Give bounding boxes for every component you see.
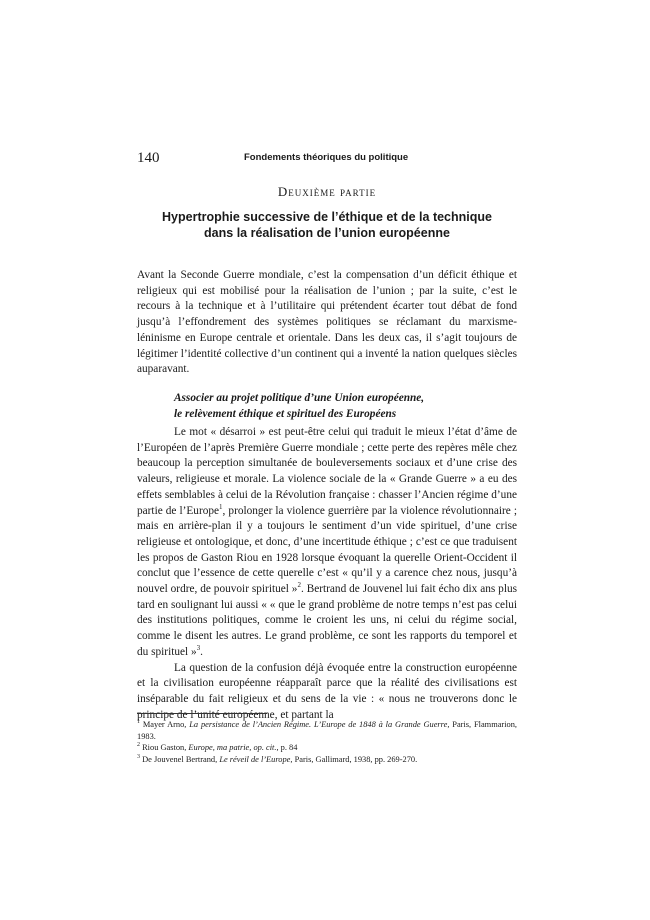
footnote-3-number: 3: [137, 753, 140, 760]
footnote-2: [137, 742, 517, 754]
intro-block: [137, 268, 517, 378]
footnote-1-number: 1: [137, 719, 140, 726]
footnote-1-rest: , Paris, Flammarion, 1983.: [137, 720, 518, 741]
footnote-2-author: Riou Gaston,: [142, 743, 187, 752]
part-label: Deuxième partie: [277, 184, 377, 199]
paragraph-2: [137, 425, 517, 661]
section-heading-line-2: le relèvement éthique et spirituel des Européens: [174, 407, 397, 420]
page-number: 140: [137, 150, 160, 166]
footnote-3-author: De Jouvenel Bertrand,: [142, 754, 218, 764]
footnote-ref-1[interactable]: 1: [219, 502, 223, 511]
section-heading: [174, 391, 519, 422]
footnotes: [137, 719, 517, 765]
chapter-title: [137, 209, 517, 241]
page-header: [137, 148, 517, 168]
paragraph-2-part-2: , prolonger la violence guerrière par la violence révolutionnaire ; mais en arrière-plan il y a toujours le sentiment d’un vide spirituel, d’une crise religieuse et ontologique, et donc, d’une incertitude éthique ; c’est ce que traduisent les propos de Gaston Riou en 1928 lorsque évoquant la querelle Orient-Occident il conclut que l’essence de cette querelle c’est « qu’il y a carence chez nous, jusqu’à nouvel ordre, de pouvoir spirituel »: [137, 504, 517, 596]
footnote-3-rest: , Paris, Gallimard, 1938, pp. 269-270.: [290, 754, 418, 764]
section-heading-line-1: Associer au projet politique d’une Union européenne,: [174, 392, 425, 404]
paragraph-3: La question de la confusion déjà évoquée entre la construction européenne et la civilisation européenne réapparaît parce que la réalité des civilisations est inséparable du fait religieux et du sens de la vie : « nous ne trouverons donc le principe de l’unité européenne, et partant la: [137, 661, 517, 721]
footnote-1-title: La persistance de l’Ancien Régime. L’Europe de 1848 à la Grande Guerre: [189, 720, 448, 729]
footnote-ref-2[interactable]: 2: [297, 581, 301, 590]
chapter-title-line-1: Hypertrophie successive de l’éthique et de la technique: [162, 210, 492, 224]
footnote-2-number: 2: [137, 742, 140, 749]
footnote-1: [137, 719, 517, 742]
chapter-title-line-2: dans la réalisation de l’union européenne: [204, 226, 450, 240]
paragraph-2-part-4: .: [200, 645, 203, 658]
paragraph-2-part-3: . Bertrand de Jouvenel lui fait écho dix ans plus tard en soulignant lui aussi « « que le grand problème de notre temps n’est pas celui des institutions politiques, comme le croient les uns, ni celui du régime social, comme le disent les autres. Le grand problème, ce sont les rapports du temporel et du spirituel »: [137, 583, 517, 658]
footnote-ref-3[interactable]: 3: [196, 644, 201, 653]
intro-paragraph: Avant la Seconde Guerre mondiale, c’est la compensation d’un déficit éthique et religieux qui est mobilisé pour la réalisation de l’union ; par la suite, c’est le recours à la technique et à l’utilitaire qui prétendent écarter tout débat de fond jusqu’à l’effondrement des systèmes politiques se réclamant du marxisme-léninisme en Europe centrale et orientale. Dans les deux cas, il s’agit toujours de légitimer l’identité collective d’un continent qui a inventé la nation quelques siècles auparavant.: [137, 269, 517, 376]
footnote-2-title: Europe, ma patrie, op. cit.: [188, 743, 277, 752]
paragraph-2-part-1: Le mot « désarroi » est peut-être celui qui traduit le mieux l’état d’âme de l’Européen de l’après Première Guerre mondiale ; cette perte des repères mêle chez beaucoup la perception simultanée de bouleversements sociaux et d’une crise des valeurs, religieuse et morale. La violence sociale de la « Grande Guerre » a eu des effets semblables à celui de la Révolution française : chasser l’Ancien régime d’une partie de l’Europe: [137, 426, 517, 517]
footnote-divider: [137, 713, 267, 714]
footnote-3-title: Le réveil de l’Europe: [219, 754, 291, 764]
running-head: Fondements théoriques du politique: [244, 152, 409, 163]
footnote-2-rest: , p. 84: [276, 743, 298, 752]
footnote-1-author: Mayer Arno,: [142, 720, 187, 729]
footnote-3: [137, 754, 517, 766]
